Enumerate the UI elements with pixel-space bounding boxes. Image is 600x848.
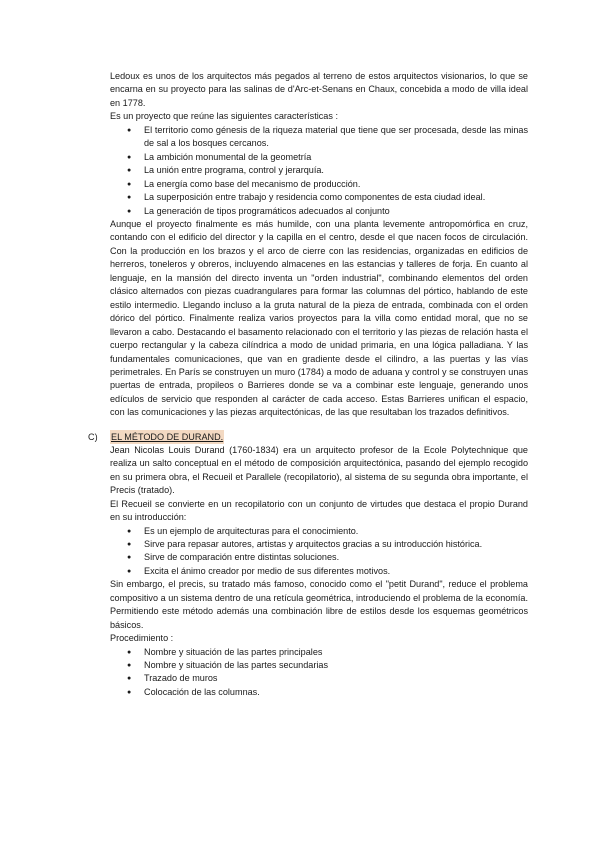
page-body [88, 70, 528, 699]
list-item: ● La superposición entre trabajo y residencia como componentes de esta ciudad ideal. [144, 191, 528, 204]
section-title: EL MÉTODO DE DURAND. [111, 431, 224, 442]
list-item: ● Trazado de muros [144, 672, 528, 685]
durand-paragraph-intro: Jean Nicolas Louis Durand (1760-1834) era un arquitecto profesor de la Ecole Polytechnique que realiza un salto conceptual en el método de composición arquitectónica, pasando del ejemplo recogido en su primera obra, el Recueil et Parallele (recopilatorio), al sistema de su segunda obra importante, el Precis (tratado). [110, 444, 528, 496]
section-letter: C) [88, 431, 98, 442]
durand-paragraph-recueil: El Recueil se convierte en un recopilatorio con un conjunto de virtudes que destaca el propio Durand en su introducción: [110, 498, 528, 523]
list-item: ● Sirve de comparación entre distintas soluciones. [144, 551, 528, 564]
characteristics-list [110, 124, 528, 218]
procedure-label: Procedimiento : [110, 633, 174, 644]
list-item: ● Excita el ánimo creador por medio de sus diferentes motivos. [144, 565, 528, 578]
list-item: ● Nombre y situación de las partes secundarias [144, 659, 528, 672]
recueil-virtues-list [110, 525, 528, 579]
list-item: ● La ambición monumental de la geometría [144, 151, 528, 164]
list-item: ● La generación de tipos programáticos adecuados al conjunto [144, 205, 528, 218]
list-item: ● El territorio como génesis de la riqueza material que tiene que ser procesada, desde las minas de sal a los bosques cercanos. [144, 124, 528, 151]
section-heading [88, 430, 528, 444]
list-item: ● Nombre y situación de las partes principales [144, 646, 528, 659]
intro-paragraph-project: Aunque el proyecto finalmente es más humilde, con una planta levemente antropomórfica en cruz, contando con el edificio del director y la capilla en el centro, desde el que nacen focos de circulación. Con la producción en los brazos y el arco de cierre con las residencias, organizadas en edificios de herreros, toneleros y obreros, incluyendo almacenes en las estancias y talleres de forja. En cuanto al lenguaje, en la mansión del directo inventa un "orden industrial", combinando elementos del orden clásico alternados con piezas cuadrangulares para formar las columnas del pórtico, hablando de este estilo intermedio. Llegando incluso a la gruta natural de la pieza de entrada, combinada con el orden dórico del pórtico. Finalmente realiza varios proyectos para la villa como entidad moral, que no se llevaron a cabo. Destacando el basamento relacionado con el territorio y las piezas de relación hasta el cuerpo rectangular y la cabeza cilíndrica a modo de unidad primaria, en una lógica palladiana. Y las fundamentales comunicaciones, que van en gradiente desde el cilindro, a las puertas y las vías perimetrales. En París se construyen un muro (1784) a modo de aduana y control y se construyen unas puertas de entrada, propileos o Barrieres donde se va a combinar este lenguaje, generando unos edículos de servicio que responden al carácter de cada acceso. Estas Barrieres unifican el espacio, con las comunicaciones y las piezas arquitectónicas, de las que resultaban los trazados definitivos. [110, 218, 528, 418]
list-item: ● Es un ejemplo de arquitecturas para el conocimiento. [144, 525, 528, 538]
intro-paragraph-characteristics: Es un proyecto que reúne las siguientes características : [110, 111, 338, 122]
list-item: ● Sirve para repasar autores, artistas y arquitectos gracias a su introducción histórica. [144, 538, 528, 551]
list-item: ● La energía como base del mecanismo de producción. [144, 178, 528, 191]
procedure-list [110, 646, 528, 700]
list-item: ● La unión entre programa, control y jerarquía. [144, 164, 528, 177]
durand-paragraph-precis: Sin embargo, el precis, su tratado más famoso, conocido como el "petit Durand", reduce el problema compositivo a un sistema dentro de una retícula geométrica, introduciendo el problema de la economía. Permitiendo este método además una combinación libre de estilos desde los esquemas geométricos básicos. [110, 579, 528, 630]
list-item: ● Colocación de las columnas. [144, 686, 528, 699]
intro-paragraph-ledoux: Ledoux es unos de los arquitectos más pegados al terreno de estos arquitectos visionarios, lo que se encarna en su proyecto para las salinas de d'Arc-et-Senans en Chaux, concebida a modo de villa ideal en 1778. [110, 71, 528, 108]
